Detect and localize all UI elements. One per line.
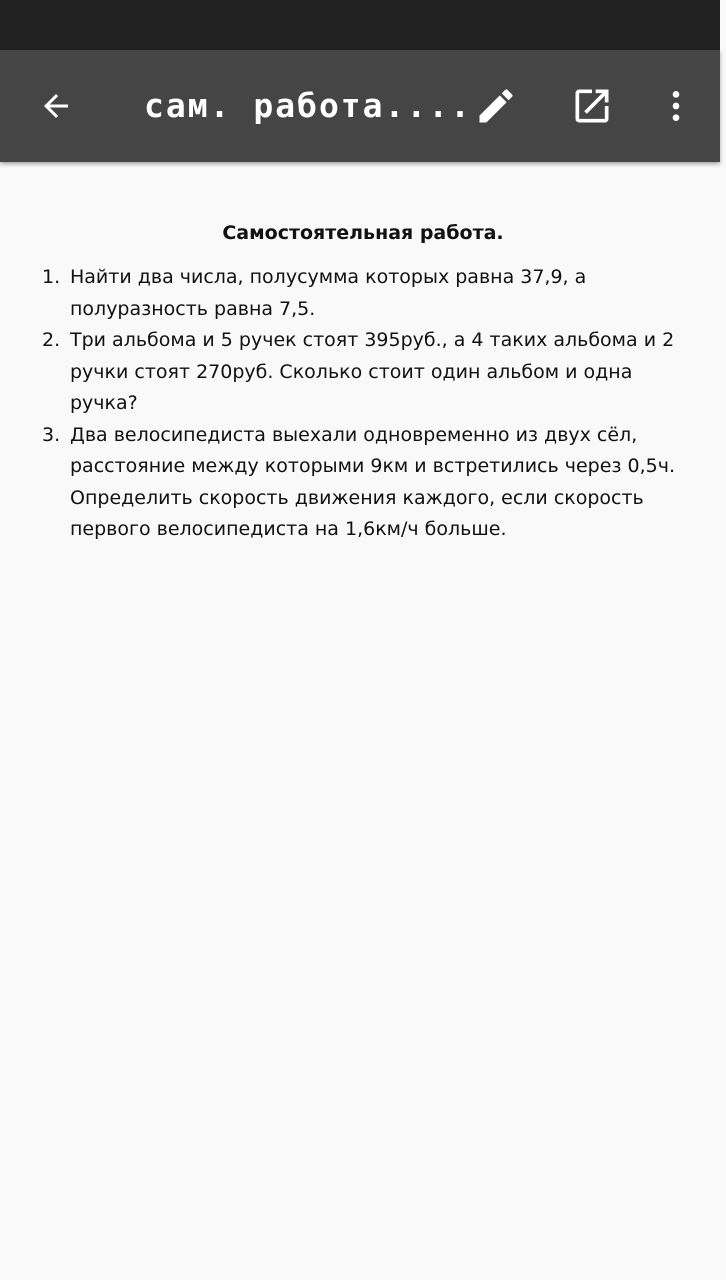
task-text: Три альбома и 5 ручек стоят 395руб., а 4 таких альбома и 2 ручки стоят 270руб. Сколько стоит один альбом и одна ручка?: [70, 329, 675, 414]
document-title-bar: сам. работа....: [144, 86, 473, 125]
document-page: [0, 162, 720, 1280]
open-in-new-icon: [570, 84, 614, 128]
task-text: Два велосипедиста выехали одновременно из двух сёл, расстояние между которыми 9км и встретились через 0,5ч. Определить скорость движения каждого, если скорость первого велосипедиста на 1,6км/ч больше.: [70, 423, 676, 540]
task-item: [0, 420, 720, 546]
app-bar: [0, 50, 720, 162]
pencil-icon: [474, 84, 518, 128]
more-vert-icon: [656, 86, 696, 126]
task-number: 3.: [42, 423, 61, 446]
more-options-button[interactable]: [648, 78, 704, 134]
task-list: [0, 262, 720, 546]
arrow-left-icon: [38, 88, 74, 124]
task-text: Найти два числа, полусумма которых равна 37,9, а полуразность равна 7,5.: [70, 266, 587, 320]
task-number: 2.: [42, 329, 61, 351]
task-item: [0, 325, 720, 420]
edit-button[interactable]: [468, 78, 524, 134]
open-in-app-button[interactable]: [564, 78, 620, 134]
status-bar: [0, 0, 720, 50]
document-heading: Самостоятельная работа.: [222, 222, 504, 244]
back-button[interactable]: [28, 78, 84, 134]
task-item: [0, 262, 720, 325]
task-number: 1.: [42, 266, 61, 288]
